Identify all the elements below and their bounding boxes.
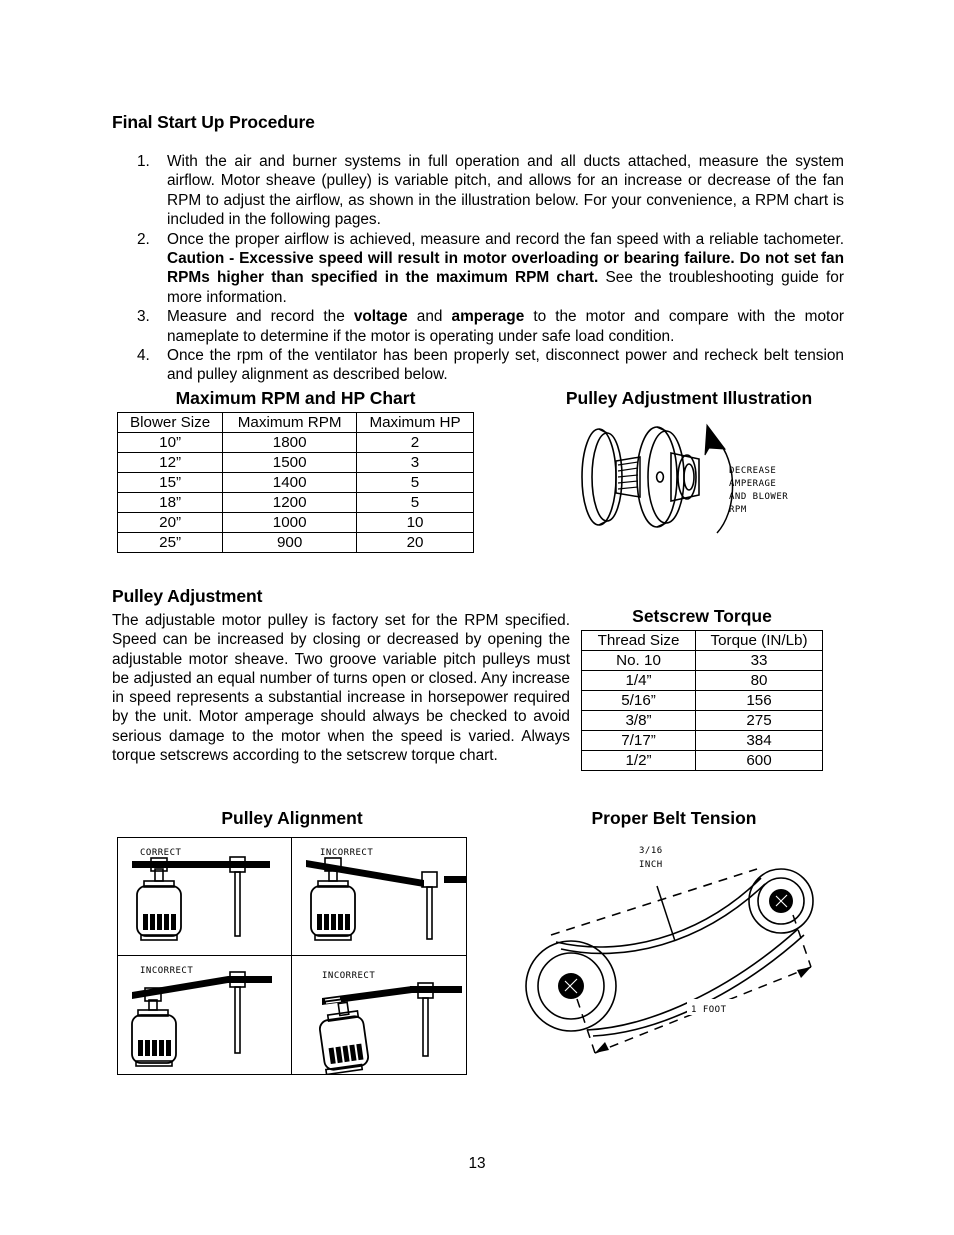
table-row [118, 433, 474, 453]
belt-deflection-label-line1: 3/16 [639, 846, 663, 856]
table-cell: 1800 [223, 433, 357, 453]
pulley-illustration-title: Pulley Adjustment Illustration [565, 388, 813, 408]
table-header-cell: Maximum HP [357, 413, 474, 433]
motor-pulley-alignment-diagram [118, 838, 292, 956]
table-row [118, 513, 474, 533]
procedure-step [137, 152, 844, 230]
table-cell: 600 [696, 751, 823, 771]
pulley-adjustment-body-text: The adjustable motor pulley is factory set for the RPM specified. Speed can be increased by closing or decreased by opening the adjustable motor sheave. Two groove variable pitch pulleys must be adjusted an equal number of turns open or closed. Any increase in speed represents a substantial increase in horsepower required by the unit. Motor amperage should always be checked to avoid serious damage to the motor when the speed is varied. Always torque setscrews according to the setscrew torque chart. [112, 612, 570, 765]
belt-span-label: 1 FOOT [691, 1005, 727, 1015]
table-cell: 20” [118, 513, 223, 533]
max-rpm-hp-chart-section [117, 388, 474, 553]
table-header-cell: Maximum RPM [223, 413, 357, 433]
page-number: 13 [468, 1155, 486, 1172]
belt-deflection-label-line2: INCH [639, 860, 663, 870]
procedure-step [137, 346, 844, 385]
table-cell: 10 [357, 513, 474, 533]
alignment-cell-label: INCORRECT [140, 966, 194, 976]
table-cell: 20 [357, 533, 474, 553]
table-cell: 12” [118, 453, 223, 473]
pulley-adjustment-illustration-section [524, 388, 854, 540]
annotation-line-1: DECREASE [729, 466, 777, 476]
table-row [582, 671, 823, 691]
belt-tension-diagram [499, 831, 849, 1081]
table-header-cell: Thread Size [582, 631, 696, 651]
setscrew-torque-section [581, 606, 823, 771]
setscrew-torque-table-body [582, 631, 823, 771]
proper-belt-tension-section [494, 808, 854, 1081]
max-rpm-hp-table [117, 412, 474, 553]
step-number: 3. [137, 308, 150, 326]
table-cell: 1000 [223, 513, 357, 533]
annotation-line-4: RPM [729, 505, 747, 515]
alignment-cell-label: CORRECT [140, 848, 182, 858]
variable-pitch-pulley-icon [539, 415, 839, 540]
procedure-step [137, 230, 844, 308]
table-row [118, 473, 474, 493]
max-rpm-hp-table-body [118, 413, 474, 553]
table-cell: 5/16” [582, 691, 696, 711]
table-row [582, 711, 823, 731]
alignment-cell-label: INCORRECT [322, 971, 376, 981]
table-cell: 25” [118, 533, 223, 553]
max-rpm-hp-chart-title: Maximum RPM and HP Chart [175, 388, 416, 408]
final-start-up-step-list [137, 152, 844, 385]
step-text: Once the rpm of the ventilator has been properly set, disconnect power and recheck belt tension and pulley alignment as described below. [167, 347, 844, 384]
setscrew-torque-title: Setscrew Torque [632, 606, 772, 626]
motor-pulley-alignment-diagram [292, 956, 466, 1074]
table-cell: 10” [118, 433, 223, 453]
alignment-cell-label: INCORRECT [320, 848, 374, 858]
table-cell: No. 10 [582, 651, 696, 671]
procedure-step [137, 307, 844, 346]
pulley-alignment-title: Pulley Alignment [221, 808, 363, 828]
table-cell: 900 [223, 533, 357, 553]
belt-tension-title: Proper Belt Tension [591, 808, 757, 828]
table-row [582, 691, 823, 711]
table-row [582, 651, 823, 671]
step-text: With the air and burner systems in full operation and all ducts attached, measure the system airflow. Motor sheave (pulley) is variable pitch, and allows for an increase or decrease of the fan RPM to adjust the airflow, as shown in the illustration below. For your convenience, a RPM chart is included in the following pages. [167, 153, 844, 229]
table-header-row [118, 413, 474, 433]
step-text: Measure and record the voltage and amperage to the motor and compare with the motor nameplate to determine if the motor is operating under safe load condition. [167, 308, 845, 345]
pulley-adjustment-heading: Pulley Adjustment [112, 586, 263, 606]
table-cell: 5 [357, 473, 474, 493]
table-cell: 1200 [223, 493, 357, 513]
step-number: 4. [137, 347, 150, 365]
table-row [118, 453, 474, 473]
table-header-cell: Torque (IN/Lb) [696, 631, 823, 651]
final-start-up-heading: Final Start Up Procedure [112, 112, 315, 132]
table-cell: 1400 [223, 473, 357, 493]
table-cell: 18” [118, 493, 223, 513]
annotation-line-3: AND BLOWER [729, 492, 789, 502]
step-text: Once the proper airflow is achieved, measure and record the fan speed with a reliable tachometer. Caution - Excessive speed will result in motor overloading or bearing failure. Do not set fan RPMs higher than specified in the maximum RPM chart. See the troubleshooting guide for more information. [167, 230, 844, 306]
alignment-cell-incorrect-up [118, 956, 292, 1074]
table-cell: 2 [357, 433, 474, 453]
table-header-cell: Blower Size [118, 413, 223, 433]
table-cell: 3 [357, 453, 474, 473]
table-cell: 15” [118, 473, 223, 493]
pulley-alignment-grid [117, 837, 467, 1075]
table-cell: 3/8” [582, 711, 696, 731]
table-cell: 384 [696, 731, 823, 751]
alignment-cell-incorrect-tilted [292, 956, 466, 1074]
table-row [118, 533, 474, 553]
step-number: 1. [137, 153, 150, 170]
alignment-cell-correct [118, 838, 292, 956]
annotation-line-2: AMPERAGE [729, 479, 777, 489]
setscrew-torque-table [581, 630, 823, 771]
table-row [582, 731, 823, 751]
table-header-row [582, 631, 823, 651]
motor-pulley-alignment-diagram [118, 956, 292, 1074]
table-cell: 1500 [223, 453, 357, 473]
pulley-adjustment-section [112, 586, 570, 765]
table-cell: 1/2” [582, 751, 696, 771]
table-cell: 156 [696, 691, 823, 711]
table-cell: 275 [696, 711, 823, 731]
table-row [582, 751, 823, 771]
table-cell: 7/17” [582, 731, 696, 751]
step-number: 2. [137, 230, 150, 248]
table-cell: 80 [696, 671, 823, 691]
alignment-cell-incorrect-down [292, 838, 466, 956]
table-cell: 1/4” [582, 671, 696, 691]
motor-pulley-alignment-diagram [292, 838, 466, 956]
table-row [118, 493, 474, 513]
pulley-alignment-section [112, 808, 472, 1075]
table-cell: 33 [696, 651, 823, 671]
table-cell: 5 [357, 493, 474, 513]
